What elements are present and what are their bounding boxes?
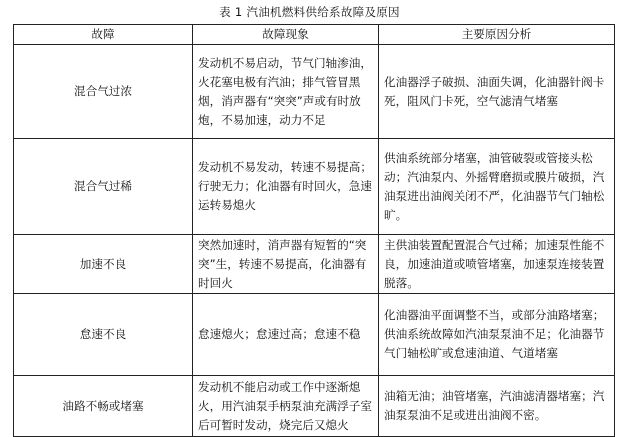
symptom-cell: 发动机不能启动或工作中逐渐熄火，用汽油泵手柄泵油充满浮子室后可暂时发动，烧完后又熄火 [193,376,379,437]
symptom-cell: 怠速熄火；怠速过高；怠速不稳 [193,294,379,376]
cause-cell: 供油系统部分堵塞，油管破裂或管接头松动；汽油泵内、外摇臂磨损或膜片破损，汽油泵进出油阀关闭不严，化油器节气门轴松旷。 [379,139,615,235]
table-row [14,376,615,437]
header-symptom: 故障现象 [193,25,379,45]
fault-table [13,24,615,437]
cause-cell: 油箱无油；油管堵塞，汽油滤清器堵塞；汽油泵泵油不足或进出油阀不密。 [379,376,615,437]
fault-cell: 油路不畅或堵塞 [14,376,193,437]
cause-cell: 化油器浮子破损、油面失调，化油器针阀卡死，阻风门卡死，空气滤清气堵塞 [379,45,615,139]
cause-cell: 化油器油平面调整不当，或部分油路堵塞；供油系统故障如汽油泵泵油不足；化油器节气门轴松旷或怠速油道、气道堵塞 [379,294,615,376]
symptom-cell: 发动机不易发动，转速不易提高；行驶无力；化油器有时回火，急速运转易熄火 [193,139,379,235]
table-caption: 表 1 汽油机燃料供给系故障及原因 [219,5,400,19]
fault-cell: 混合气过浓 [14,45,193,139]
header-fault: 故障 [14,25,193,45]
fault-cell: 怠速不良 [14,294,193,376]
symptom-cell: 发动机不易启动，节气门轴渗油，火花塞电极有汽油；排气管冒黑烟，消声器有“突突”声或有时放炮，不易加速，动力不足 [193,45,379,139]
table-header-row [14,25,615,45]
table-row [14,45,615,139]
cause-cell: 主供油装置配置混合气过稀；加速泵性能不良，加速油道或喷管堵塞，加速泵连接装置脱落。 [379,235,615,294]
header-cause: 主要原因分析 [379,25,615,45]
fault-cell: 混合气过稀 [14,139,193,235]
fault-cell: 加速不良 [14,235,193,294]
table-row [14,139,615,235]
symptom-cell: 突然加速时，消声器有短暂的“突突”生，转速不易提高，化油器有时回火 [193,235,379,294]
table-row [14,235,615,294]
table-row [14,294,615,376]
